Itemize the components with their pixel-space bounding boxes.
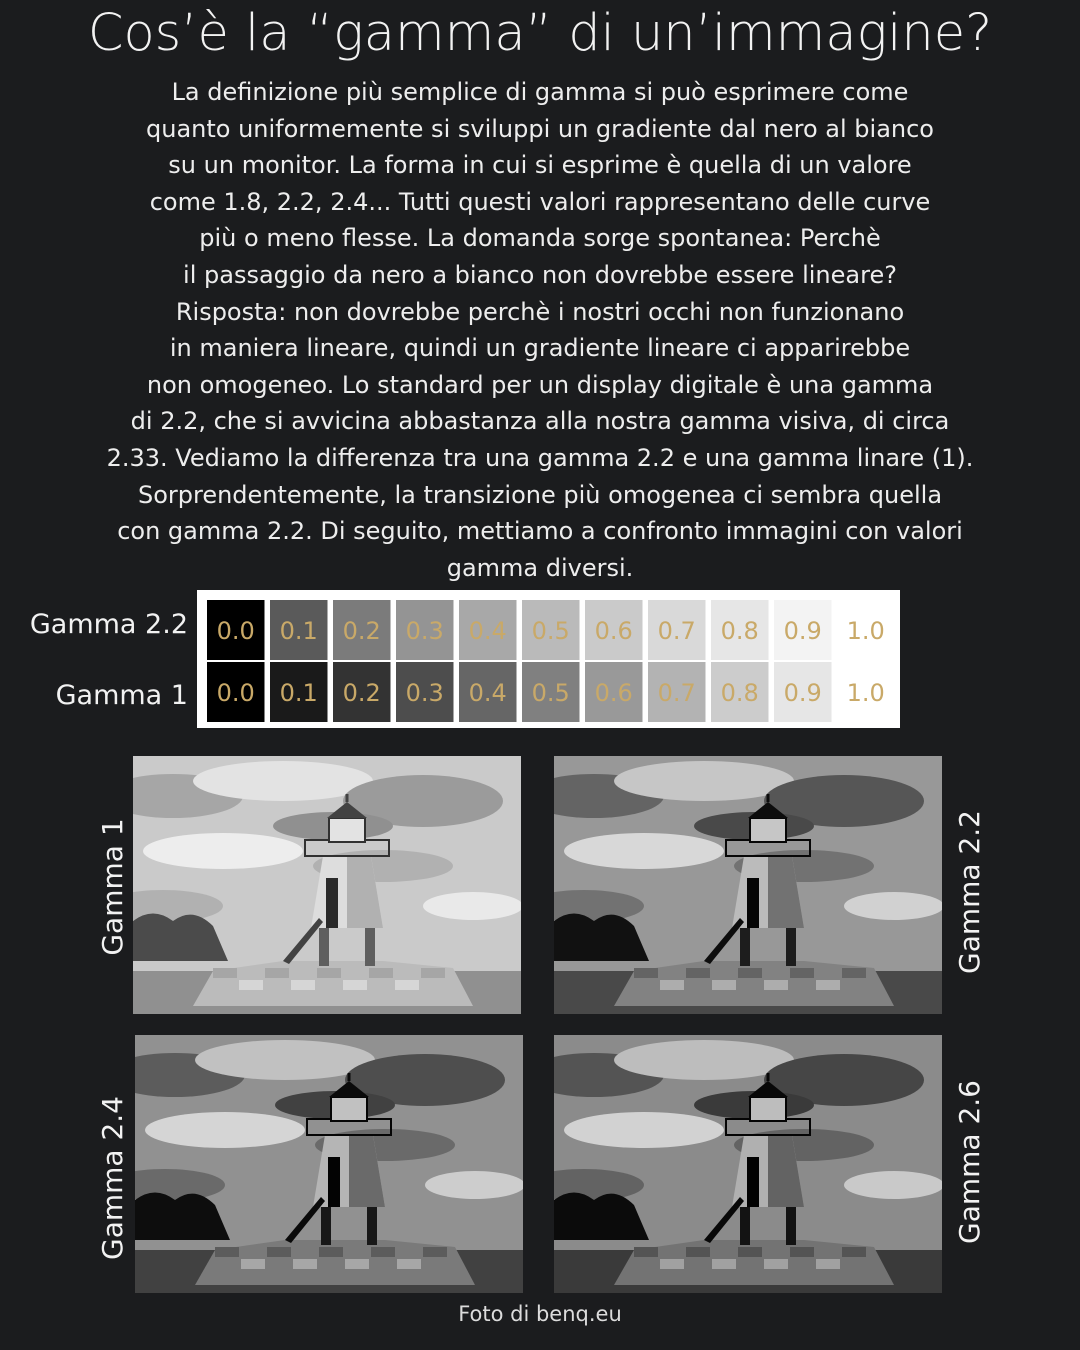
gamma-swatch-label: 0.6: [594, 679, 633, 707]
stone: [634, 968, 658, 978]
stone: [738, 968, 762, 978]
gamma-swatch-label: 0.0: [216, 617, 255, 645]
stone: [816, 980, 840, 990]
intro-line: Sorprendentemente, la transizione più omogenea ci sembra quella: [137, 480, 943, 509]
photo-gamma-2-4: [135, 1035, 523, 1293]
photo-label-gamma-2-6: Gamma 2.6: [953, 1080, 986, 1244]
lighthouse-leg: [740, 1205, 750, 1245]
lighthouse-leg: [786, 926, 796, 966]
stone: [842, 968, 866, 978]
lighthouse-leg: [365, 926, 375, 966]
gamma-swatch-label: 0.3: [405, 617, 444, 645]
stone: [397, 1259, 421, 1269]
lighthouse-door: [328, 1157, 340, 1207]
stone: [369, 968, 393, 978]
stone: [712, 1259, 736, 1269]
lighthouse-door: [326, 878, 338, 928]
photo-label-gamma-2-4: Gamma 2.4: [96, 1096, 129, 1260]
lighthouse-door: [747, 878, 759, 928]
intro-paragraph: [30, 74, 1050, 586]
cloud: [564, 1112, 724, 1148]
lighthouse-door: [747, 1157, 759, 1207]
cloud: [844, 892, 942, 920]
lighthouse-lantern: [329, 818, 365, 842]
stone: [712, 980, 736, 990]
stone: [241, 1259, 265, 1269]
stone: [239, 980, 263, 990]
lighthouse-image: [554, 756, 942, 1014]
stone: [267, 1247, 291, 1257]
gamma-swatch-label: 0.7: [657, 617, 696, 645]
stone: [686, 1247, 710, 1257]
gamma-swatch-label: 0.3: [405, 679, 444, 707]
stone: [634, 1247, 658, 1257]
lighthouse-image: [133, 756, 521, 1014]
stone: [319, 1247, 343, 1257]
intro-line: su un monitor. La forma in cui si esprime è quella di un valore: [168, 151, 912, 180]
lighthouse-lantern: [331, 1097, 367, 1121]
photo-label-gamma-1: Gamma 1: [96, 818, 129, 956]
page-title: Cos’è la “gamma” di un’immagine?: [87, 4, 993, 63]
gamma-swatch-label: 0.4: [468, 679, 507, 707]
stone: [395, 980, 419, 990]
intro-line: Risposta: non dovrebbe perchè i nostri occhi non funzionano: [175, 297, 905, 326]
gamma-swatch-label: 0.8: [720, 617, 759, 645]
lighthouse-leg: [321, 1205, 331, 1245]
stone: [345, 1259, 369, 1269]
gamma-swatch-label: 0.9: [783, 617, 822, 645]
stone: [213, 968, 237, 978]
stone: [423, 1247, 447, 1257]
stone: [660, 980, 684, 990]
intro-line: La definizione più semplice di gamma si può esprimere come: [171, 78, 909, 106]
stone: [215, 1247, 239, 1257]
photo-label-gamma-2-2: Gamma 2.2: [953, 810, 986, 974]
lighthouse-leg: [367, 1205, 377, 1245]
gamma-swatch-label: 0.5: [531, 679, 570, 707]
intro-line: il passaggio da nero a bianco non dovrebbe essere lineare?: [183, 260, 897, 289]
intro-line: con gamma 2.2. Di seguito, mettiamo a confronto immagini con valori: [117, 517, 963, 546]
lighthouse-lantern: [750, 818, 786, 842]
stone: [790, 968, 814, 978]
gamma-swatch-label: 0.5: [531, 617, 570, 645]
intro-line: di 2.2, che si avvicina abbastanza alla nostra gamma visiva, di circa: [130, 407, 950, 436]
gamma-swatch-label: 0.6: [594, 617, 633, 645]
photo-gamma-1: [133, 756, 521, 1014]
intro-line: non omogeneo. Lo standard per un display digitale è una gamma: [146, 370, 934, 399]
gamma-swatch-label: 1.0: [846, 617, 885, 645]
lighthouse-image: [135, 1035, 523, 1293]
photo-gamma-2-6: [554, 1035, 942, 1293]
cloud: [425, 1171, 523, 1199]
lighthouse-image: [554, 1035, 942, 1293]
cloud: [143, 833, 303, 869]
gamma-swatch-label: 0.2: [342, 617, 381, 645]
stone: [738, 1247, 762, 1257]
gamma-swatch-label: 0.1: [279, 679, 318, 707]
photo-credit: Foto di benq.eu: [458, 1302, 622, 1326]
intro-line: più o meno flesse. La domanda sorge spontanea: Perchè: [199, 224, 881, 253]
gamma-swatch-svg: [197, 590, 900, 728]
lighthouse-leg: [319, 926, 329, 966]
cloud: [844, 1171, 942, 1199]
stone: [343, 980, 367, 990]
intro-line: quanto uniformemente si sviluppi un gradiente dal nero al bianco: [146, 114, 934, 143]
stone: [291, 980, 315, 990]
gamma-swatch-label: 0.0: [216, 679, 255, 707]
gamma-swatch-label: 0.2: [342, 679, 381, 707]
stone: [421, 968, 445, 978]
gamma-1-row-label: Gamma 1: [55, 680, 188, 711]
gamma-swatch-label: 0.8: [720, 679, 759, 707]
gamma-swatch-label: 0.4: [468, 617, 507, 645]
gamma-2-2-row-label: Gamma 2.2: [29, 609, 188, 640]
stone: [265, 968, 289, 978]
gamma-swatch-chart: [197, 590, 900, 728]
stone: [293, 1259, 317, 1269]
stone: [764, 1259, 788, 1269]
intro-line: gamma diversi.: [446, 553, 634, 582]
stone: [317, 968, 341, 978]
cloud: [564, 833, 724, 869]
stone: [371, 1247, 395, 1257]
gamma-swatch-label: 0.7: [657, 679, 696, 707]
stone: [816, 1259, 840, 1269]
cloud: [423, 892, 521, 920]
lighthouse-leg: [740, 926, 750, 966]
gamma-swatch-label: 1.0: [846, 679, 885, 707]
stone: [764, 980, 788, 990]
photo-gamma-2-2: [554, 756, 942, 1014]
gamma-swatch-label: 0.1: [279, 617, 318, 645]
stone: [842, 1247, 866, 1257]
lighthouse-leg: [786, 1205, 796, 1245]
stone: [686, 968, 710, 978]
intro-line: 2.33. Vediamo la differenza tra una gamma 2.2 e una gamma linare (1).: [106, 443, 974, 472]
gamma-swatch-label: 0.9: [783, 679, 822, 707]
intro-line: come 1.8, 2.2, 2.4... Tutti questi valori rappresentano delle curve: [149, 187, 931, 216]
lighthouse-lantern: [750, 1097, 786, 1121]
stone: [790, 1247, 814, 1257]
stone: [660, 1259, 684, 1269]
intro-line: in maniera lineare, quindi un gradiente lineare ci apparirebbe: [169, 334, 911, 363]
cloud: [145, 1112, 305, 1148]
